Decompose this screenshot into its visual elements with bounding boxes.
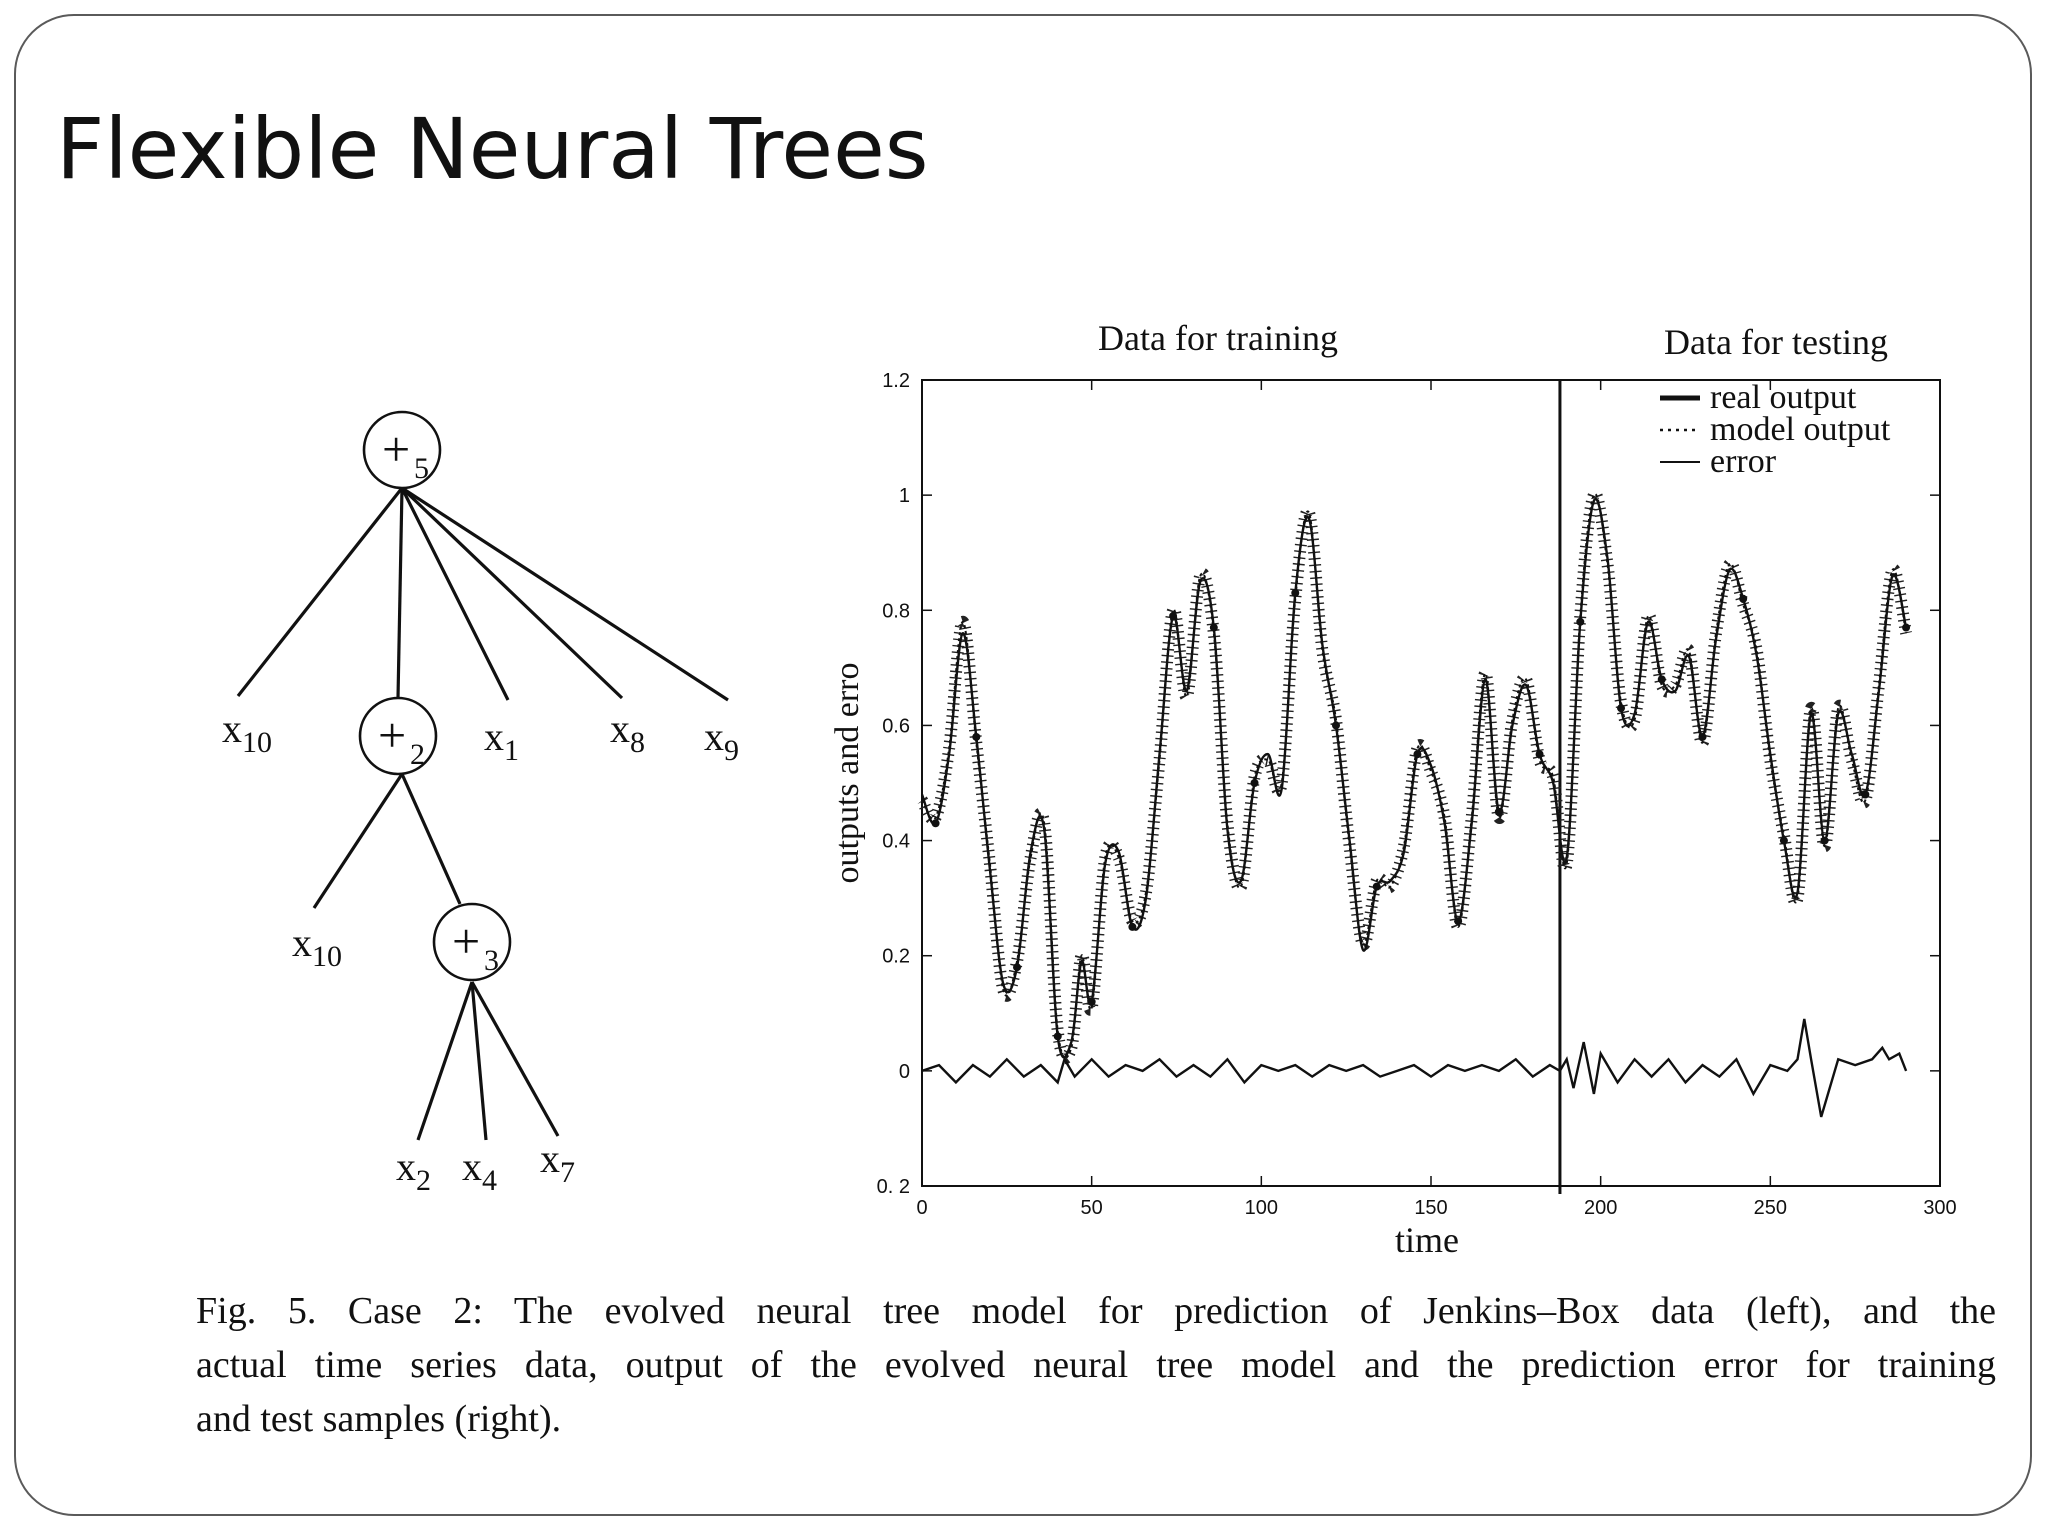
real-output-point — [1454, 917, 1462, 925]
chart-legend — [1660, 379, 1891, 480]
tree-node-index: 2 — [410, 738, 425, 771]
tree-node-root — [364, 412, 440, 488]
figure-caption — [196, 1284, 1996, 1446]
y-tick-label: 1.2 — [882, 370, 910, 392]
real-output-point — [1251, 779, 1259, 787]
real-output-point — [1128, 923, 1136, 931]
tree-leaf-l4: $x_9$ — [704, 714, 739, 767]
y-tick-label: 0.2 — [882, 945, 910, 968]
tree-node-index: 3 — [484, 944, 499, 977]
y-tick-label: 0 — [898, 1060, 910, 1083]
real-output-point — [1658, 675, 1666, 683]
y-tick-label: 0.8 — [882, 600, 910, 623]
x-tick-label: 0 — [916, 1197, 928, 1219]
y-tick-label: 0.6 — [882, 715, 910, 738]
tree-node-operator: + — [382, 421, 411, 477]
x-axis-label: time — [1395, 1220, 1459, 1260]
section-label-training: Data for training — [1098, 318, 1338, 358]
slide-title: Flexible Neural Trees — [56, 100, 929, 198]
real-output-point — [1210, 624, 1218, 632]
real-output-point — [932, 819, 940, 827]
x-tick-label: 300 — [1923, 1197, 1957, 1219]
real-output-point — [1617, 704, 1625, 712]
real-output-point — [972, 733, 980, 741]
real-output-point — [1088, 998, 1096, 1006]
caption-line-3: and test samples (right). — [196, 1398, 562, 1440]
legend-label-2: error — [1710, 443, 1777, 480]
real-output-point — [1861, 791, 1869, 799]
tree-edge-n2-l5 — [314, 774, 402, 908]
x-tick-label: 50 — [1080, 1197, 1103, 1219]
tree-node-operator: + — [378, 707, 407, 763]
real-output-point — [1739, 595, 1747, 603]
real-output-point — [1698, 733, 1706, 741]
legend-label-0: real output — [1710, 379, 1857, 416]
y-tick-label: 1 — [898, 485, 910, 508]
caption-line-1: Fig. 5. Case 2: The evolved neural tree model for prediction of Jenkins–Box data (left), and the — [196, 1290, 1996, 1332]
time-series-chart — [829, 318, 1957, 1260]
real-output-point — [1013, 963, 1021, 971]
tree-edge-root-l2 — [402, 488, 508, 700]
y-axis-label: outputs and erro — [829, 662, 866, 884]
real-output-point — [1495, 808, 1503, 816]
tree-edge-n3-l6 — [418, 982, 472, 1140]
tree-leaf-l1: $x_{10}$ — [222, 706, 272, 759]
x-tick-label: 200 — [1583, 1197, 1618, 1219]
real-output-point — [1821, 837, 1829, 845]
neural-tree-diagram — [222, 412, 739, 1197]
y-tick-label: 0.4 — [882, 830, 910, 853]
real-output-point — [1413, 750, 1421, 758]
tree-edge-n2-n3 — [402, 774, 460, 904]
real-output-point — [1373, 883, 1381, 891]
y-tick-label: 0. 2 — [876, 1176, 910, 1198]
tree-leaf-l8: $x_7$ — [540, 1136, 575, 1189]
real-output-point — [1291, 589, 1299, 597]
series-real-output — [922, 499, 1906, 1057]
x-tick-label: 150 — [1414, 1197, 1448, 1219]
tree-leaf-l2: $x_1$ — [484, 714, 519, 767]
real-output-point — [1780, 837, 1788, 845]
real-output-point — [1169, 612, 1177, 620]
caption-line-2: actual time series data, output of the evolved neural tree model and the prediction error for training — [196, 1344, 1996, 1386]
tree-leaf-l6: $x_2$ — [396, 1144, 431, 1197]
tree-edge-root-l4 — [402, 488, 728, 700]
tree-node-n3 — [434, 904, 510, 980]
tree-leaf-l7: $x_4$ — [462, 1144, 497, 1197]
real-output-point — [1576, 618, 1584, 626]
x-tick-label: 250 — [1753, 1197, 1788, 1219]
real-output-point — [1332, 721, 1340, 729]
section-label-testing: Data for testing — [1664, 322, 1888, 362]
tree-edge-root-l3 — [402, 488, 622, 698]
tree-edge-root-n2 — [398, 488, 402, 698]
real-output-point — [1054, 1032, 1062, 1040]
tree-leaf-l3: $x_8$ — [610, 706, 645, 759]
legend-label-1: model output — [1710, 411, 1891, 448]
tree-edge-root-l1 — [238, 488, 402, 696]
tree-leaf-l5: $x_{10}$ — [292, 920, 342, 973]
real-output-point — [1536, 750, 1544, 758]
real-output-point — [1902, 624, 1910, 632]
tree-node-n2 — [360, 698, 436, 774]
x-tick-label: 100 — [1244, 1197, 1279, 1219]
tree-node-operator: + — [452, 913, 481, 969]
tree-node-index: 5 — [414, 452, 429, 485]
